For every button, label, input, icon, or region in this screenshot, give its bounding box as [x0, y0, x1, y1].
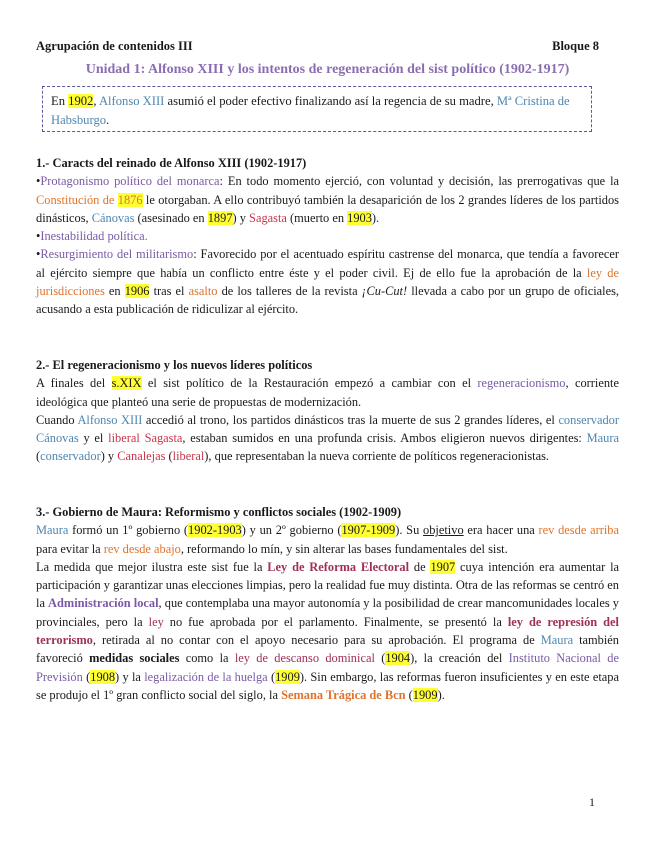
maria-cristina-term: Mª Cristina de Habsburgo [51, 94, 570, 127]
term-canovas: Cánovas [91, 210, 135, 225]
term-objetivo: objetivo [423, 523, 464, 538]
year-highlight: 1907-1909 [341, 523, 396, 538]
year-highlight: 1876 [117, 192, 143, 207]
year-highlight: 1907 [430, 559, 456, 574]
term-canalejas: Canalejas [117, 449, 166, 464]
paragraph-reformas: La medida que mejor ilustra este sist fue la Ley de Reforma Electoral de 1907 cuya intención era aumentar la participación y garantizar unas elecciones limpias, pero la realidad fue muy distinta. Otra de las reformas se centró en la Administración local, que contemplaba una mayor autonomía y la posibilidad de crear mancomunidades locales y provinciales, pero la ley no fue aprobada por el parlamento. Finalmente, se presentó la ley de represión del terrorismo, retirada al no contar con el apoyo necesario para su aprobación. El programa de Maura también favoreció medidas sociales como la ley de descanso dominical (1904), la creación del Instituto Nacional de Previsión (1908) y la legalización de la huelga (1909). Sin embargo, las reformas fueron insuficientes y en este etapa se produjo el 1º gran conflicto social del siglo, la Semana Trágica de Bcn (1909). [36, 559, 620, 702]
term-militarismo: Resurgimiento del militarismo [40, 247, 194, 262]
term-ley-reforma-electoral: Ley de Reforma Electoral [267, 559, 410, 574]
term-administracion-local: Administración local [48, 596, 159, 611]
term-inestabilidad: Inestabilidad política. [40, 229, 148, 244]
term-maura-2: Maura [540, 633, 574, 648]
term-inp: Instituto Nacional de Previsión [36, 651, 620, 684]
term-legalizacion-huelga: legalización de la huelga [144, 669, 268, 684]
year-highlight: 1908 [90, 669, 116, 684]
term-asalto: asalto [188, 284, 218, 299]
term-liberal: liberal [172, 449, 205, 464]
term-alfonso: Alfonso XIII [77, 412, 143, 427]
section-2-title: 2.- El regeneracionismo y los nuevos líderes políticos [36, 358, 313, 372]
year-highlight: 1902-1903 [188, 523, 242, 538]
header-right: Bloque 8 [552, 39, 599, 53]
year-highlight: 1906 [124, 284, 150, 299]
year-highlight: 1902 [68, 94, 94, 108]
term-sagasta: Sagasta [249, 210, 287, 225]
term-cucut: ¡Cu-Cut! [361, 284, 408, 299]
section-1 [36, 154, 619, 319]
term-rev-arriba: rev desde arriba [538, 523, 619, 538]
header-left: Agrupación de contenidos III [36, 39, 193, 53]
alfonso-term: Alfonso XIII [98, 94, 165, 108]
paragraph-regeneracionismo: A finales del s.XIX el sist político de la Restauración empezó a cambiar con el regeneracionismo, corriente ideológica que planteó una serie de propuestas de modernización. [36, 376, 619, 409]
section-1-title: 1.- Caracts del reinado de Alfonso XIII (1902-1917) [36, 156, 307, 170]
term-protagonismo: Protagonismo político del monarca [40, 174, 220, 189]
section-3-title: 3.- Gobierno de Maura: Reformismo y conflictos sociales (1902-1909) [36, 505, 402, 519]
year-highlight: 1909 [275, 669, 300, 684]
paragraph-militarismo: •Resurgimiento del militarismo: Favorecido por el acentuado espíritu castrense del monarca, que tendía a favorecer al ejército siempre que había un conflicto entre éste y el poder civil. Ej de ello fue la aprobación de la ley de jurisdicciones en 1906 tras el asalto de los talleres de la revista ¡Cu-Cut! llevada a cabo por un grupo de oficiales, acusando a esta publicación de ridiculizar al ejército. [36, 247, 620, 317]
paragraph-protagonismo: •Protagonismo político del monarca: En todo momento ejerció, con voluntad y decisión, las prerrogativas que la Constitución de 1876 le otorgaban. A ello contribuyó también la desaparición de los 2 grandes líderes de los partidos dinásticos, Cánovas (asesinado en 1897) y Sagasta (muerto en 1903). [36, 174, 620, 225]
unit-title: Unidad 1: Alfonso XIII y los intentos de regeneración del sist político (1902-1917) [85, 62, 570, 77]
bullet: • [36, 174, 41, 189]
term-regeneracionismo: regeneracionismo [477, 376, 566, 391]
paragraph-inestabilidad: •Inestabilidad política. [36, 229, 148, 244]
term-ley-jurisdicciones: ley de jurisdicciones [36, 265, 619, 299]
year-highlight: 1897 [207, 210, 233, 225]
term-maura: Maura [36, 523, 69, 538]
year-highlight: 1903 [347, 210, 372, 225]
page-number: 1 [589, 795, 595, 809]
term-sxix: s.XIX [111, 376, 142, 391]
term-conservador-canovas: conservador Cánovas [36, 412, 619, 446]
term-ley: ley [148, 614, 164, 629]
term-ley-descanso: ley de descanso dominical [234, 651, 375, 666]
year-highlight: 1909 [412, 687, 438, 702]
term-rev-abajo: rev desde abajo [103, 541, 181, 556]
paragraph-nuevos-lideres: Cuando Alfonso XIII accedió al trono, los partidos dinásticos tras la muerte de sus 2 grandes líderes, el conservador Cánovas y el liberal Sagasta, estaban sumidos en una profunda crisis. Ambos eligieron nuevos dirigentes: Maura (conservador) y Canalejas (liberal), que representaban la nueva corriente de políticos regeneracionistas. [36, 412, 619, 464]
term-maura: Maura [586, 431, 619, 446]
paragraph-gobierno-maura: Maura formó un 1º gobierno (1902-1903) y un 2º gobierno (1907-1909). Su objetivo era hacer una rev desde arriba para evitar la rev desde abajo, reformando lo mín, y sin alterar las bases fundamentales del sist. [36, 523, 619, 556]
term-liberal-sagasta: liberal Sagasta [108, 431, 183, 446]
term-semana-tragica: Semana Trágica de Bcn [281, 687, 406, 702]
term-ley-terrorismo: ley de represión del terrorismo [36, 614, 619, 648]
term-medidas-sociales: medidas sociales [89, 651, 180, 666]
section-3 [36, 503, 619, 704]
year-highlight: 1904 [385, 651, 411, 666]
term-constitucion: Constitución de [36, 192, 118, 207]
intro-box: En 1902, Alfonso XIII asumió el poder efectivo finalizando así la regencia de su madre, Mª Cristina de Habsburgo. [42, 86, 592, 132]
section-2 [36, 356, 619, 466]
term-conservador: conservador [40, 449, 101, 464]
